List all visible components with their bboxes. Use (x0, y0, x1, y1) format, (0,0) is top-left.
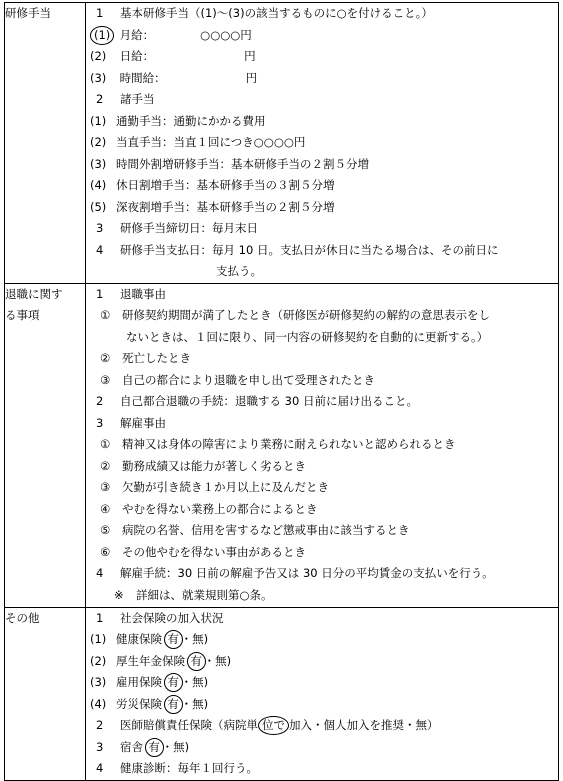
label-other: その他 (5, 607, 86, 780)
row-retirement (5, 283, 559, 607)
insurance-item: (3) 雇用保険 有 ・無) (86, 672, 558, 694)
reason-item: ② 死亡したとき (100, 351, 191, 365)
dismissal-heading: 3 解雇事由 (96, 415, 166, 430)
basic-item-hourly: (3) 時間給： 円 (90, 70, 258, 85)
selected-mark: 有 (187, 652, 206, 671)
dismissal-item: ④ やむを得ない業務上の都合によるとき (100, 501, 318, 516)
dismissal-item: ⑤ 病院の名誉、信用を害するなど懲戒事由に該当するとき (100, 523, 410, 537)
content-training-allowance (86, 3, 559, 284)
reason-item: ③ 自己の都合により退職を申し出て受理されたとき (100, 372, 375, 387)
label-retirement: 退職に関す る事項 (5, 283, 86, 607)
allowance-item: (2) 当直手当：当直１回につき○○○○円 (90, 135, 306, 149)
row-other (5, 607, 559, 780)
insurance-item: (1) 健康保険 有 ・無) (86, 629, 558, 651)
dismissal-item: ① 精神又は身体の障害により業務に耐えられないと認められるとき (100, 437, 456, 451)
dismissal-item: ② 勤務成績又は能力が著しく劣るとき (100, 458, 306, 473)
allowance-item: (4) 休日割増手当：基本研修手当の３割５分増 (90, 178, 335, 192)
allowance-item: (5) 深夜割増手当：基本研修手当の２割５分増 (90, 199, 335, 214)
checkup-line: 4 健康診断：毎年１回行う。 (96, 761, 258, 775)
content-retirement (86, 283, 559, 607)
basic-item-daily: (2) 日給： 円 (90, 49, 256, 63)
voluntary-line: 2 自己都合退職の手続：退職する 30 日前に届け出ること。 (96, 394, 418, 408)
label-training-allowance: 研修手当 (5, 3, 86, 284)
payday-continuation: 支払う。 (216, 264, 262, 278)
procedure-line: 4 解雇手続：30 日前の解雇予告又は 30 日分の平均賃金の支払いを行う。 (96, 566, 494, 580)
malpractice-line: 2 医師賠償責任保険（病院単 位で 加入・個人加入を推奨・無） (86, 715, 558, 737)
basic-item-monthly: (1) 月給： ○○○○円 (86, 25, 558, 47)
selected-mark: 有 (164, 673, 183, 692)
social-heading: 1 社会保険の加入状況 (96, 610, 224, 625)
allowance-item: (3) 時間外割増研修手当：基本研修手当の２割５分増 (90, 156, 369, 171)
allowances-heading: 2 諸手当 (96, 92, 155, 106)
selected-mark: 有 (164, 695, 183, 714)
selected-mark: (1) (90, 26, 114, 45)
basic-heading: 1 基本研修手当（(1)～(3)の該当するものに○を付けること。） (96, 6, 433, 20)
selected-mark: 有 (164, 630, 183, 649)
allowance-item: (1) 通勤手当：通勤にかかる費用 (90, 113, 266, 128)
dismissal-item: ③ 欠勤が引き続き１か月以上に及んだとき (100, 480, 329, 494)
employment-terms-table (4, 2, 559, 781)
note-line: ※ 詳細は、就業規則第○条。 (114, 587, 273, 602)
insurance-item: (4) 労災保険 有 ・無) (86, 694, 558, 716)
reason-item-continuation: ないときは、１回に限り、同一内容の研修契約を自動的に更新する。） (126, 329, 489, 344)
reasons-heading: 1 退職事由 (96, 286, 166, 301)
selected-mark: 位で (258, 716, 289, 735)
row-training-allowance (5, 3, 559, 284)
reason-item: ① 研修契約期間が満了したとき（研修医が研修契約の解約の意思表示をし (100, 308, 490, 322)
selected-mark: 有 (145, 738, 164, 757)
payday-line: 4 研修手当支払日：毎月 10 日。支払日が休日に当たる場合は、その前日に (96, 242, 499, 257)
dismissal-item: ⑥ その他やむを得ない事由があるとき (100, 544, 306, 559)
insurance-item: (2) 厚生年金保険 有 ・無) (86, 651, 558, 673)
housing-line: 3 宿舎 有 ・無) (86, 737, 558, 759)
content-other (86, 607, 559, 780)
cutoff-line: 3 研修手当締切日：毎月末日 (96, 221, 258, 235)
